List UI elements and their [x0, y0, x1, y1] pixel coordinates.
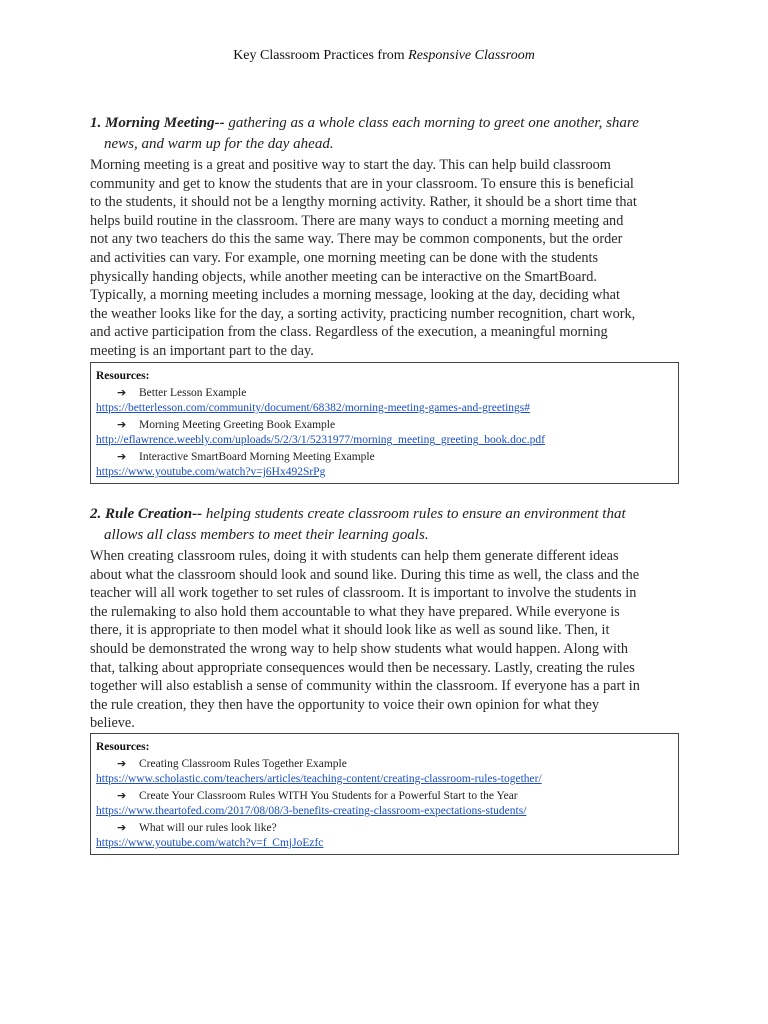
resources-box-morning-meeting	[90, 362, 679, 484]
document-title-prefix: Key Classroom Practices from	[233, 48, 409, 63]
body-line: Typically, a morning meeting includes a morning message, looking at the day, deciding what	[90, 287, 620, 304]
resource-title: What will our rules look like?	[139, 821, 277, 834]
body-line: the rule creation, they then have the opportunity to voice their own opinion for what they	[90, 696, 599, 713]
arrow-right-icon: ➔	[117, 820, 127, 834]
body-line: to the students, it should not be a lengthy morning activity. Rather, it should be a short time that	[90, 194, 637, 211]
arrow-right-icon: ➔	[117, 449, 127, 463]
document-title-italic: Responsive Classroom	[408, 48, 535, 63]
resource-title: Creating Classroom Rules Together Example	[139, 757, 347, 770]
arrow-right-icon: ➔	[117, 788, 127, 802]
section-description-cont: allows all class members to meet their learning goals.	[104, 527, 429, 543]
body-line: together will also establish a sense of community within the classroom. If everyone has a part in	[90, 678, 640, 695]
body-line: not any two teachers do this the same way. There may be common components, but the order	[90, 231, 623, 248]
body-line: that, talking about appropriate consequences would then be necessary. Lastly, creating the rules	[90, 659, 635, 676]
resource-link[interactable]: https://www.youtube.com/watch?v=j6Hx492SrPg	[96, 466, 326, 478]
resources-label: Resources:	[96, 370, 150, 382]
body-line: the rulemaking to also hold them accountable to what they have prepared. While everyone is	[90, 603, 620, 620]
section-description-cont: news, and warm up for the day ahead.	[104, 136, 334, 152]
resource-item	[96, 417, 673, 434]
resource-link[interactable]: https://www.scholastic.com/teachers/articles/teaching-content/creating-classroom-rules-together/	[96, 773, 542, 785]
body-line: and active participation from the class. Regardless of the execution, a meaningful morning	[90, 324, 608, 341]
resource-item	[96, 385, 673, 402]
body-line: teacher will all work together to set rules of classroom. It is important to involve the students in	[90, 585, 637, 602]
body-line: believe.	[90, 715, 135, 732]
body-line: helps build routine in the classroom. There are many ways to conduct a morning meeting and	[90, 212, 624, 229]
body-line: physically handing objects, while another meeting can be interactive on the SmartBoard.	[90, 268, 597, 285]
section-body-rule-creation	[90, 547, 680, 733]
resource-link[interactable]: https://betterlesson.com/community/document/68382/morning-meeting-games-and-greetings#	[96, 402, 531, 414]
resource-title: Morning Meeting Greeting Book Example	[139, 418, 336, 431]
section-description: helping students create classroom rules to ensure an environment that	[202, 506, 626, 522]
resource-item	[96, 756, 673, 773]
section-heading-morning-meeting	[90, 113, 690, 155]
body-line: about what the classroom should look and sound like. During this time as well, the class and the	[90, 566, 640, 583]
section-name: 1. Morning Meeting--	[90, 115, 225, 131]
body-line: When creating classroom rules, doing it with students can help them generate different ideas	[90, 548, 619, 564]
resource-item	[96, 820, 673, 837]
body-line: and activities can vary. For example, one morning meeting can be done with the students	[90, 249, 599, 266]
section-name: 2. Rule Creation--	[90, 506, 203, 522]
document-title	[0, 48, 768, 64]
arrow-right-icon: ➔	[117, 417, 127, 431]
resource-link[interactable]: https://www.youtube.com/watch?v=f_CmjJoEzfc	[96, 837, 324, 849]
resource-title: Better Lesson Example	[139, 386, 247, 399]
body-line: Morning meeting is a great and positive way to start the day. This can help build classroom	[90, 157, 611, 173]
section-body-morning-meeting	[90, 156, 680, 361]
body-line: community and get to know the students that are in your classroom. To ensure this is beneficial	[90, 175, 634, 192]
body-line: there, it is appropriate to then model what it should look like as well as sound like. Then, it	[90, 622, 610, 639]
resource-title: Create Your Classroom Rules WITH You Students for a Powerful Start to the Year	[139, 789, 518, 802]
resource-link[interactable]: http://eflawrence.weebly.com/uploads/5/2/3/1/5231977/morning_meeting_greeting_book.doc.pdf	[96, 434, 545, 446]
arrow-right-icon: ➔	[117, 756, 127, 770]
section-heading-rule-creation	[90, 504, 690, 546]
section-description: gathering as a whole class each morning to greet one another, share	[224, 115, 639, 131]
body-line: meeting is an important part to the day.	[90, 342, 314, 359]
resource-item	[96, 449, 673, 466]
arrow-right-icon: ➔	[117, 385, 127, 399]
resource-title: Interactive SmartBoard Morning Meeting Example	[139, 450, 375, 463]
resources-label: Resources:	[96, 741, 150, 753]
resources-box-rule-creation	[90, 733, 679, 855]
resource-link[interactable]: https://www.theartofed.com/2017/08/08/3-benefits-creating-classroom-expectations-students/	[96, 805, 527, 817]
body-line: should be demonstrated the wrong way to help show students what would happen. Along with	[90, 640, 629, 657]
resource-item	[96, 788, 673, 805]
body-line: the weather looks like for the day, a sorting activity, practicing number recognition, chart work,	[90, 305, 636, 322]
